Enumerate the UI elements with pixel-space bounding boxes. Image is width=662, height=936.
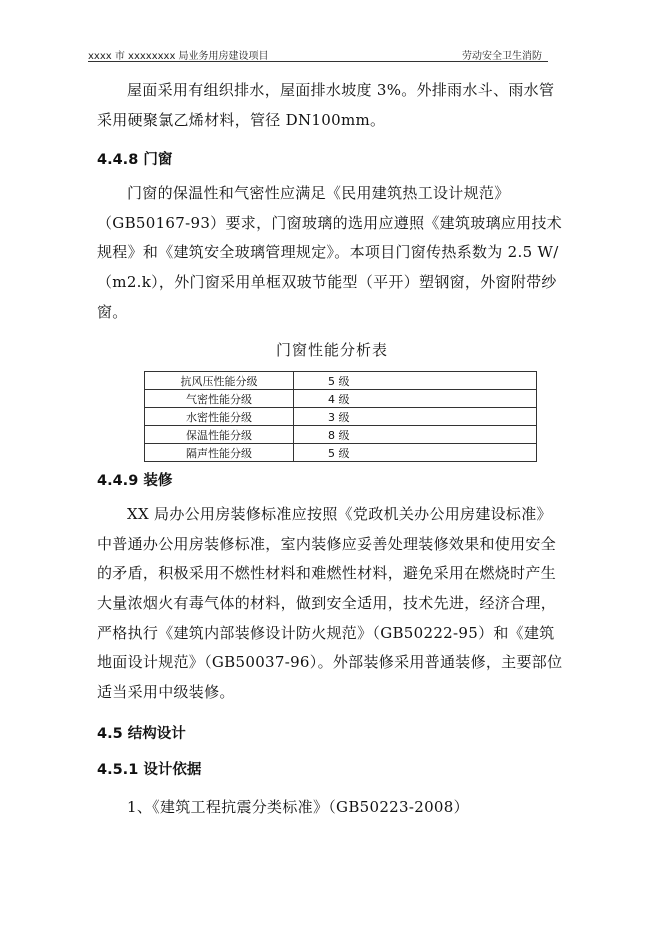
- heading-4-4-8: 4.4.8 门窗: [97, 152, 173, 169]
- table-cell-grade: 5 级: [294, 372, 537, 390]
- table-row: [145, 444, 537, 462]
- heading-4-4-9: 4.4.9 装修: [97, 473, 173, 490]
- table-cell-item: 隔声性能分级: [145, 444, 294, 462]
- table-cell-item: 水密性能分级: [145, 408, 294, 426]
- paragraph-doors-windows: 门窗的保温性和气密性应满足《民用建筑热工设计规范》（GB50167-93）要求，门窗玻璃的选用应遵照《建筑玻璃应用技术规程》和《建筑安全玻璃管理规定》。本项目门窗传热系数为 2.5 W/（m2.k），外门窗采用单框双玻节能型（平开）塑钢窗，外窗附带纱窗。: [97, 184, 563, 321]
- table-cell-grade: 8 级: [294, 426, 537, 444]
- table-cell-grade: 3 级: [294, 408, 537, 426]
- heading-4-5-1: 4.5.1 设计依据: [97, 762, 202, 779]
- table-row: [145, 390, 537, 408]
- table-row: [145, 408, 537, 426]
- performance-table: [144, 371, 537, 462]
- table-cell-item: 抗风压性能分级: [145, 372, 294, 390]
- header-divider: [88, 61, 548, 62]
- table-row: [145, 372, 537, 390]
- paragraph-decoration: XX 局办公用房装修标准应按照《党政机关办公用房建设标准》中普通办公用房装修标准，室内装修应妥善处理装修效果和使用安全的矛盾，积极采用不燃性材料和难燃性材料，避免采用在燃烧时产生大量浓烟火有毒气体的材料，做到安全适用，技术先进，经济合理，严格执行《建筑内部装修设计防火规范》（GB50222-95）和《建筑地面设计规范》（GB50037-96）。外部装修采用普通装修，主要部位适当采用中级装修。: [97, 505, 563, 701]
- table-cell-item: 保温性能分级: [145, 426, 294, 444]
- table-cell-grade: 5 级: [294, 444, 537, 462]
- document-body: [97, 76, 567, 823]
- table-cell-grade: 4 级: [294, 390, 537, 408]
- page-header-right: 劳动安全卫生消防: [462, 51, 542, 62]
- paragraph-basis-1: 1、《建筑工程抗震分类标准》（GB50223-2008）: [127, 798, 469, 817]
- table-title: 门窗性能分析表: [275, 341, 388, 360]
- page-header-left: xxxx 市 xxxxxxxx 局业务用房建设项目: [88, 51, 269, 62]
- paragraph-roof-drainage: 屋面采用有组织排水，屋面排水坡度 3%。外排雨水斗、雨水管采用硬聚氯乙烯材料，管径 DN100mm。: [97, 81, 555, 129]
- table-cell-item: 气密性能分级: [145, 390, 294, 408]
- heading-4-5: 4.5 结构设计: [97, 726, 186, 743]
- table-row: [145, 426, 537, 444]
